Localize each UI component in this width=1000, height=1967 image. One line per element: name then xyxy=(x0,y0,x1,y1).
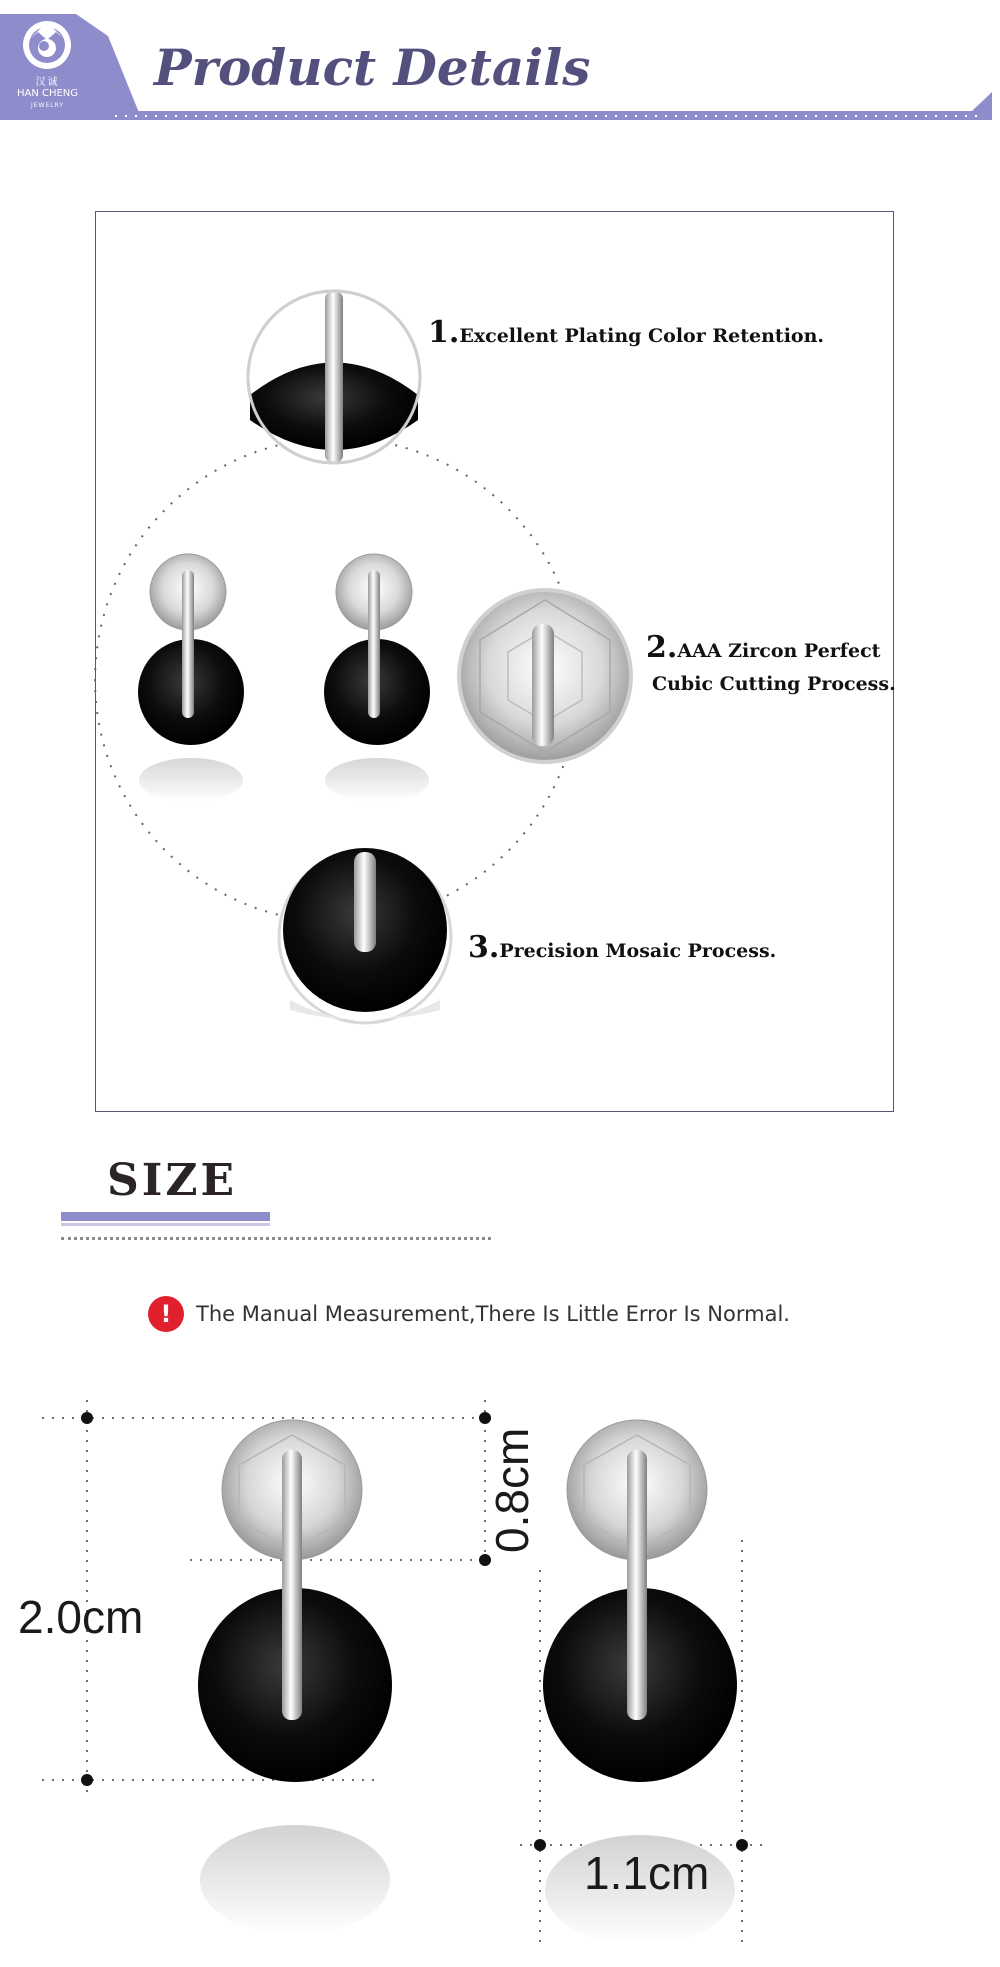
zoom-plating-image xyxy=(248,291,420,463)
size-earring-left-image xyxy=(198,1420,392,1935)
feature-1-number: 1. xyxy=(428,315,460,350)
notice-text: The Manual Measurement,There Is Little Error Is Normal. xyxy=(196,1302,790,1326)
size-dotted-divider xyxy=(61,1237,491,1243)
size-heading: SIZE xyxy=(107,1155,238,1206)
measurement-notice xyxy=(148,1296,790,1332)
feature-1-text: Excellent Plating Color Retention. xyxy=(459,325,825,347)
feature-1 xyxy=(428,317,824,352)
feature-2-text: AAA Zircon Perfect xyxy=(677,640,881,662)
logo-chinese-text: 汉诚 xyxy=(35,77,60,88)
width-label: 1.1cm xyxy=(584,1847,710,1899)
feature-2-number: 2. xyxy=(646,630,678,665)
zoom-zircon-image xyxy=(459,590,631,762)
feature-2 xyxy=(646,632,880,667)
feature-3-text: Precision Mosaic Process. xyxy=(499,940,777,962)
earring-left-image xyxy=(138,554,244,802)
size-underline-shadow xyxy=(61,1223,270,1226)
height-stone-label: 0.8cm xyxy=(486,1427,538,1553)
zoom-mosaic-image xyxy=(279,848,451,1023)
feature-2-line2: Cubic Cutting Process. xyxy=(652,673,896,695)
earring-right-image xyxy=(324,554,430,802)
size-underline xyxy=(61,1212,270,1221)
page-title: Product Details xyxy=(154,38,591,97)
exclamation-icon: ! xyxy=(148,1296,184,1332)
height-total-label: 2.0cm xyxy=(18,1591,144,1643)
feature-3 xyxy=(468,932,776,967)
logo-brand-text: HAN CHENG xyxy=(16,88,79,99)
feature-3-number: 3. xyxy=(468,930,500,965)
logo-sub-text: JEWELRY xyxy=(30,102,65,109)
